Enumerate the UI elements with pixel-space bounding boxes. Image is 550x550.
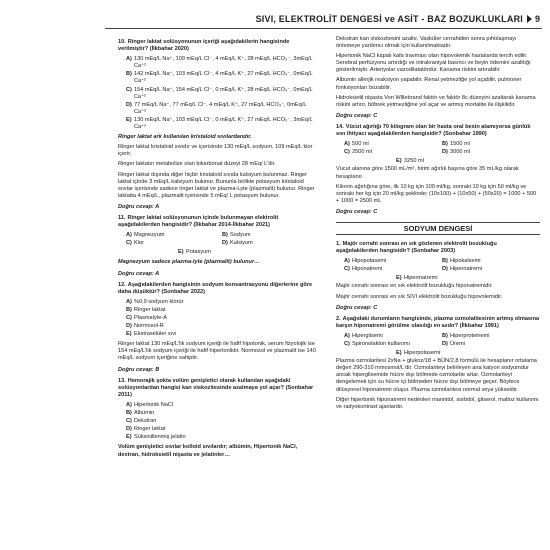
option: B) Hiperproteinemi [442,332,490,339]
option: A) %0,9 sodyum klorür [126,298,184,305]
option: A) Hipopotasemi [344,258,387,265]
question-13-options [126,402,318,441]
question-14-stem: 14. Vücut ağırlığı 70 kilogram olan bir hasta oral besin alamıyorsa günlük sıvı ihtiyacı aşağıdakilerden hangisidir? (Sonbahar 1990) [336,123,531,138]
option: D) Ringer laktat [126,426,166,433]
option: E) 130 mEq/L Na⁺, 103 mEq/L Cl⁻, 0 mEq/L K⁺, 27 mEq/L HCO₃⁻, 3mEq/L Ca⁺² [126,116,313,131]
explanation-text: Ringer laktat kristaloid sıvıdır ve içerisinde 130 mEq/L sodyum, 109 mEq/L klor içerir. [118,144,313,158]
option: D) Normosol-R [126,323,164,330]
option: C) Hiponatremi [344,266,383,273]
right-column [336,36,540,414]
explanation-text: Diğer hipertonik hiponatremi nedenleri mannitol, sorbitol, gliserol, maltoz kullanımı ve radyokontrast ajanlardır. [336,396,539,410]
option: A) Magnezyum [126,232,165,239]
option: B) Albümin [126,410,155,417]
option: D) Kalsiyum [222,240,253,247]
option: E) Hipermatremi [396,275,438,282]
question-11-stem: 11. Ringer laktat solüsyonunun içinde bulunmayan elektrolit aşağıdakilerden hangisidir? (İlkbahar 2014-İlkbahar 2021) [118,214,279,229]
option: C) Dekstran [126,418,157,425]
question-10-options [126,56,318,131]
explanation-text: Ringer laktatın metabolize olan bikarbonat düzeyi 28 mEq/ L'dir. [118,161,276,168]
option: E) Hiperpotasemi [396,350,441,357]
section-heading: SODYUM DENGESİ [336,222,540,235]
header-title: SIVI, ELEKTROLİT DENGESİ ve ASİT - BAZ BOZUKLUKLARI [255,14,523,24]
explanation-text: Dekstran kan viskozitesini azaltır. Vasküler cerrahiden sonra pıhtılaşmayı önlemeye yardımcı olmak için kullanılmaktadır. [336,36,517,50]
option: B) 1500 ml [442,141,470,148]
option: D) 3000 ml [442,149,470,156]
option: E) 3250 ml [396,158,424,165]
explanation-text: Plazma ozmolaritesi 2xNa + glukoz/18 + BÜN/2,8 formülü ile hesaplanır ortalama değeri 290-310 mmosmol/L'dir. Ozmolariteyi belirleyen ana katyon sodyumdur ancak hiperglisemide hücre dışı bölmede ozmolarite artar. Ozmolariteyi dengelemek için su hücre içi bölmeden hücre dışı bölmeye geçer. Böylece dilüsyonel hiponatremi oluşur. Plazma ozmolaritesi normal veya yüksektir. [336,358,537,393]
explanation-text: Hipertonik NaCl kapalı kafa travması olan hipovolemik hastalarda tercih edilir. Serebral perfüzyonu artırdığı ve intrakraniyal basıncı ve beyin ödemini azalttığı gösterilmiştir. Arteriyolar vazodilatatördür. Kanama riskini artırabilir. [336,53,531,74]
option: B) Ringer laktat [126,306,166,313]
explanation-text: Ringer laktat 130 mEq/L'lik sodyum içeriği ile hafif hipotonik, serum fizyolojik ise 154 mEq/L'lik sodyum içeriği ile hafif hipertoniktir. Normosol ve plazmalit ise 140 mEq/L sodyum içeriğine sahiptir. [118,341,316,362]
question-10-note: Ringer laktat ark kullanılan kristaloid sıvılardandır. [118,134,252,141]
explanation-text: Volüm genişletici sıvılar kolloid sıvılardır; albümin, Hipertonik NaCl, dextran, hidroksietil nişasta ve jelatinler… [118,444,298,458]
running-header [250,12,540,26]
option: B) Hipokalsemi [442,258,481,265]
option: A) Hipertonik NaCl [126,401,174,408]
answer-label: Doğru cevap: C [336,208,378,215]
answer-label: Doğru cevap: C [336,112,378,119]
explanation-text: Albumin allerjik reaksiyon yapabilir. Renal yetmezliğe yol açabilir, pulmoner fonksiyonları bozabilir. [336,77,522,91]
option: C) Spironolakton kullanımı [344,341,411,347]
option: A) 130 mEq/L Na⁺, 109 mEq/L Cl⁻, 4 mEq/L K⁺, 28 mEq/L HCO₃⁻, 3mEq/L Ca⁺² [126,56,313,70]
option: E) Ekstraselüler sıvı [126,331,177,338]
option: D) 77 mEq/L Na⁺, 77 mEq/L Cl⁻, 4 mEq/L K⁺, 27 mEq/L HCO₃⁻, 0mEq/L Ca⁺² [126,101,307,115]
question-1-stem: 1. Majör cerrahi sonrası en sık gözlenen elektrolit bozukluğu aşağıdakilerden hangisidir? (Sonbahar 2003) [336,240,497,255]
option: A) Hiperglisemi [344,332,383,339]
option: D) Üremi [442,341,465,347]
header-arrow-icon [527,15,532,23]
page-number: 9 [534,14,540,24]
answer-label: Doğru cevap: A [118,203,160,210]
question-12-stem: 12. Aşağıdakilerden hangisinin sodyum konsantrasyonu diğerlerine göre daha düşüktür? (Sonbahar 2022) [118,281,313,295]
question-2-options [344,333,540,348]
option: E) Süksinillenmiş jelatin [126,434,186,441]
explanation-text: Majör cerrahi sonrası en sık elektrolit bozukluğu hiponatremidir. [336,283,493,290]
option: D) Hipernatremi [442,266,483,273]
explanation-text: Ringer laktat dışında diğer hiçbir kristaloid sıvıda kalsiyum bulunmaz. Ringer laktat içinde 3 mEq/L kalsiyum bulunur. Bununla birlikte potasyum kristaloid sıvılar içerisinde sadece ringer laktat ve plazma-Lyte (plazmalit) bulunur. Ringer laktatta 4 mEq/L, plazmalit içerisinde 5 mEq/ L potasyum bulunur. [118,171,315,199]
option: C) Klor [126,240,144,247]
option: B) Sodyum [222,232,251,239]
option: C) 2500 ml [344,149,372,156]
explanation-text: Vücut alanına göre 1500 mL/m², birim ağırlık başına göre 35 mL/kg olarak hesaplanır. [336,166,519,180]
question-10-stem: 10. Ringer laktat solüsyonunun içeriği aşağıdakilerin hangisinde verilmiştir? (İlkbahar 2020) [118,39,290,53]
answer-label: Doğru cevap: A [118,270,160,277]
answer-label: Doğru cevap: B [118,366,160,373]
option: B) 142 mEq/L Na⁺, 103 mEq/L Cl⁻, 4 mEq/L K⁺, 27 mEq/L HCO₃⁻, 0mEq/L Ca⁺² [126,71,313,85]
question-2-stem: 2. Aşağıdaki durumların hangisinde, plazma ozmolalitesinin artmış olmasına karşın hiponatremi görülme olasılığı en azdır? (İlkbahar 1991) [336,315,540,329]
option: E) Potasyum [178,249,211,256]
left-column [118,36,318,462]
option: C) 154 mEq/L Na⁺, 154 mEq/L Cl⁻, 0 mEq/L K⁺, 28 mEq/L HCO₃⁻, 0mEq/L Ca⁺² [126,86,313,100]
question-1-options [344,258,540,273]
question-11-options [126,232,318,247]
explanation-text: Hidroksietil nişasta Von Willebrand faktör ve faktör 8c düzeyini azaltarak kanama riskini artırır, böbrek yetmezliğine yol açar ve artmış mortalite ile ilişkilidir. [336,94,536,108]
question-11-note: Magnezyum sadece plazma-lyte (plazmalit) bulunur… [118,259,260,266]
answer-label: Doğru cevap: C [336,304,378,311]
question-13-stem: 13. Hemorajik şokta volüm genişletici olarak kullanılan aşağıdaki solüsyonlardan hangisi kan viskozitesinde azalmaya yol açar? (Sonbahar 2011) [118,377,314,398]
question-12-options [126,299,318,338]
header-rule [105,28,542,29]
explanation-text: Majör cerrahi sonrası en sık SIVI elektrolit bozukluğu hipovolemidir. [336,293,503,300]
option: C) Plasmalyte-A [126,315,167,321]
question-14-options [344,141,540,156]
explanation-text: Kilonin ağırlığına göre, ilk 10 kg için 100 ml/kg, sonraki 10 kg için 50 ml/kg ve sonraki her kg için 20 ml/kg şeklinde; (10x100) + (10x50) + (50x20) = 1000 + 500 + 1000 = 2500 mL [336,183,537,204]
option: A) 500 ml [344,141,369,148]
